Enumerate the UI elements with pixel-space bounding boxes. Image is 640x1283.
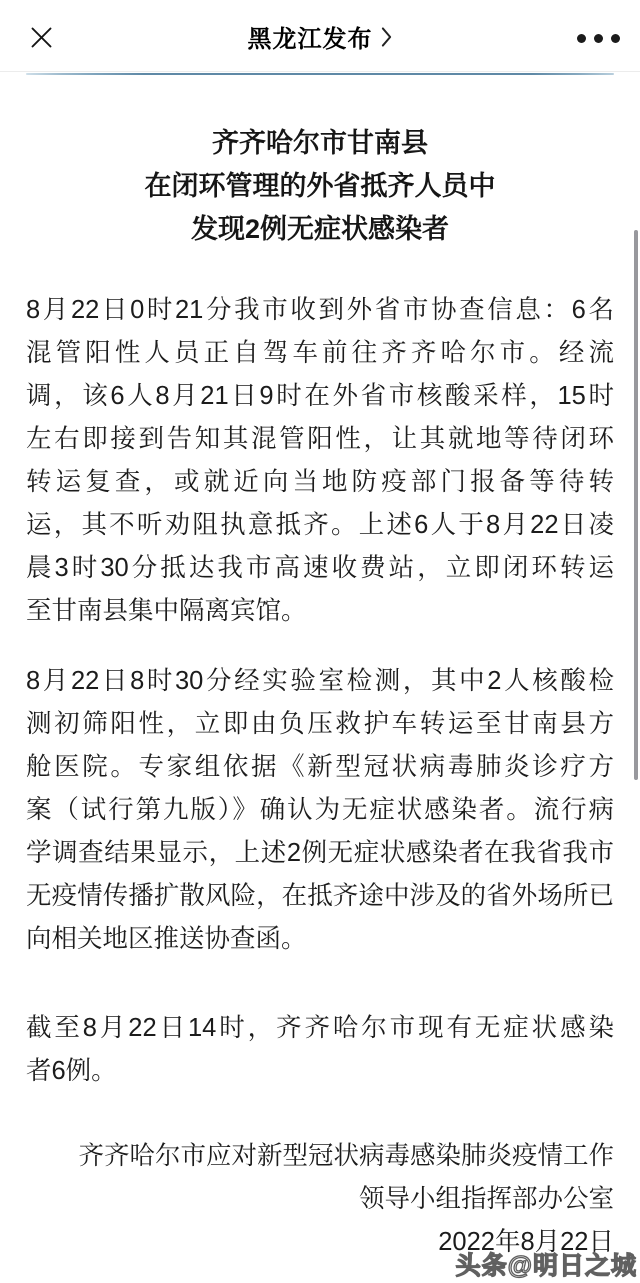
header-bar: [0, 0, 640, 72]
article-body: [0, 122, 640, 1264]
text-line: 向相关地区推送协查函。: [26, 925, 307, 953]
text-line: 调，该6人8月21日9时在外省市核酸采样，15时: [26, 382, 614, 410]
article-paragraph: [26, 289, 614, 633]
text-line: 学调查结果显示，上述2例无症状感染者在我省我市: [26, 839, 614, 867]
text-line: 发现2例无症状感染者: [190, 214, 450, 244]
article-title: [26, 122, 614, 251]
text-line: 晨3时30分抵达我市高速收费站，立即闭环转运: [26, 554, 614, 582]
text-line: 运，其不听劝阻执意抵齐。上述6人于8月22日凌: [26, 511, 614, 539]
text-line: 领导小组指挥部办公室: [358, 1185, 614, 1213]
text-line: 截至8月22日14时，齐齐哈尔市现有无症状感染: [26, 1014, 614, 1042]
account-name: 黑龙江发布: [247, 26, 373, 53]
text-line: 齐齐哈尔市甘南县: [212, 128, 428, 158]
banner-edge-line: [26, 73, 614, 75]
text-line: 混管阳性人员正自驾车前往齐齐哈尔市。经流: [26, 339, 614, 367]
close-icon: [28, 24, 55, 51]
scrollbar-thumb[interactable]: [634, 230, 638, 780]
text-line: 2022年8月22日: [438, 1228, 614, 1256]
text-line: 者6例。: [26, 1057, 117, 1085]
chevron-right-icon: [380, 26, 393, 48]
text-line: 无疫情传播扩散风险，在抵齐途中涉及的省外场所已: [26, 882, 614, 910]
more-button[interactable]: [572, 24, 624, 52]
article-paragraph: [26, 1007, 614, 1093]
text-line: 案（试行第九版）》确认为无症状感染者。流行病: [26, 796, 614, 824]
text-line: 齐齐哈尔市应对新型冠状病毒感染肺炎疫情工作: [78, 1142, 614, 1170]
text-line: 8月22日0时21分我市收到外省市协查信息：6名: [26, 296, 614, 324]
article-signature: [26, 1135, 614, 1264]
article-paragraph: [26, 660, 614, 961]
more-icon: [577, 34, 620, 43]
text-line: 在闭环管理的外省抵齐人员中: [144, 171, 496, 201]
account-link[interactable]: [248, 17, 393, 54]
text-line: 转运复查，或就近向当地防疫部门报备等待转: [26, 468, 614, 496]
text-line: 舱医院。专家组依据《新型冠状病毒肺炎诊疗方: [26, 753, 614, 781]
text-line: 测初筛阳性，立即由负压救护车转运至甘南县方: [26, 710, 614, 738]
text-line: 至甘南县集中隔离宾馆。: [26, 597, 307, 625]
text-line: 8月22日8时30分经实验室检测，其中2人核酸检: [26, 667, 614, 695]
text-line: 左右即接到告知其混管阳性，让其就地等待闭环: [26, 425, 614, 453]
close-button[interactable]: [22, 18, 60, 56]
watermark-text: 头条@明日之城: [455, 1252, 637, 1280]
